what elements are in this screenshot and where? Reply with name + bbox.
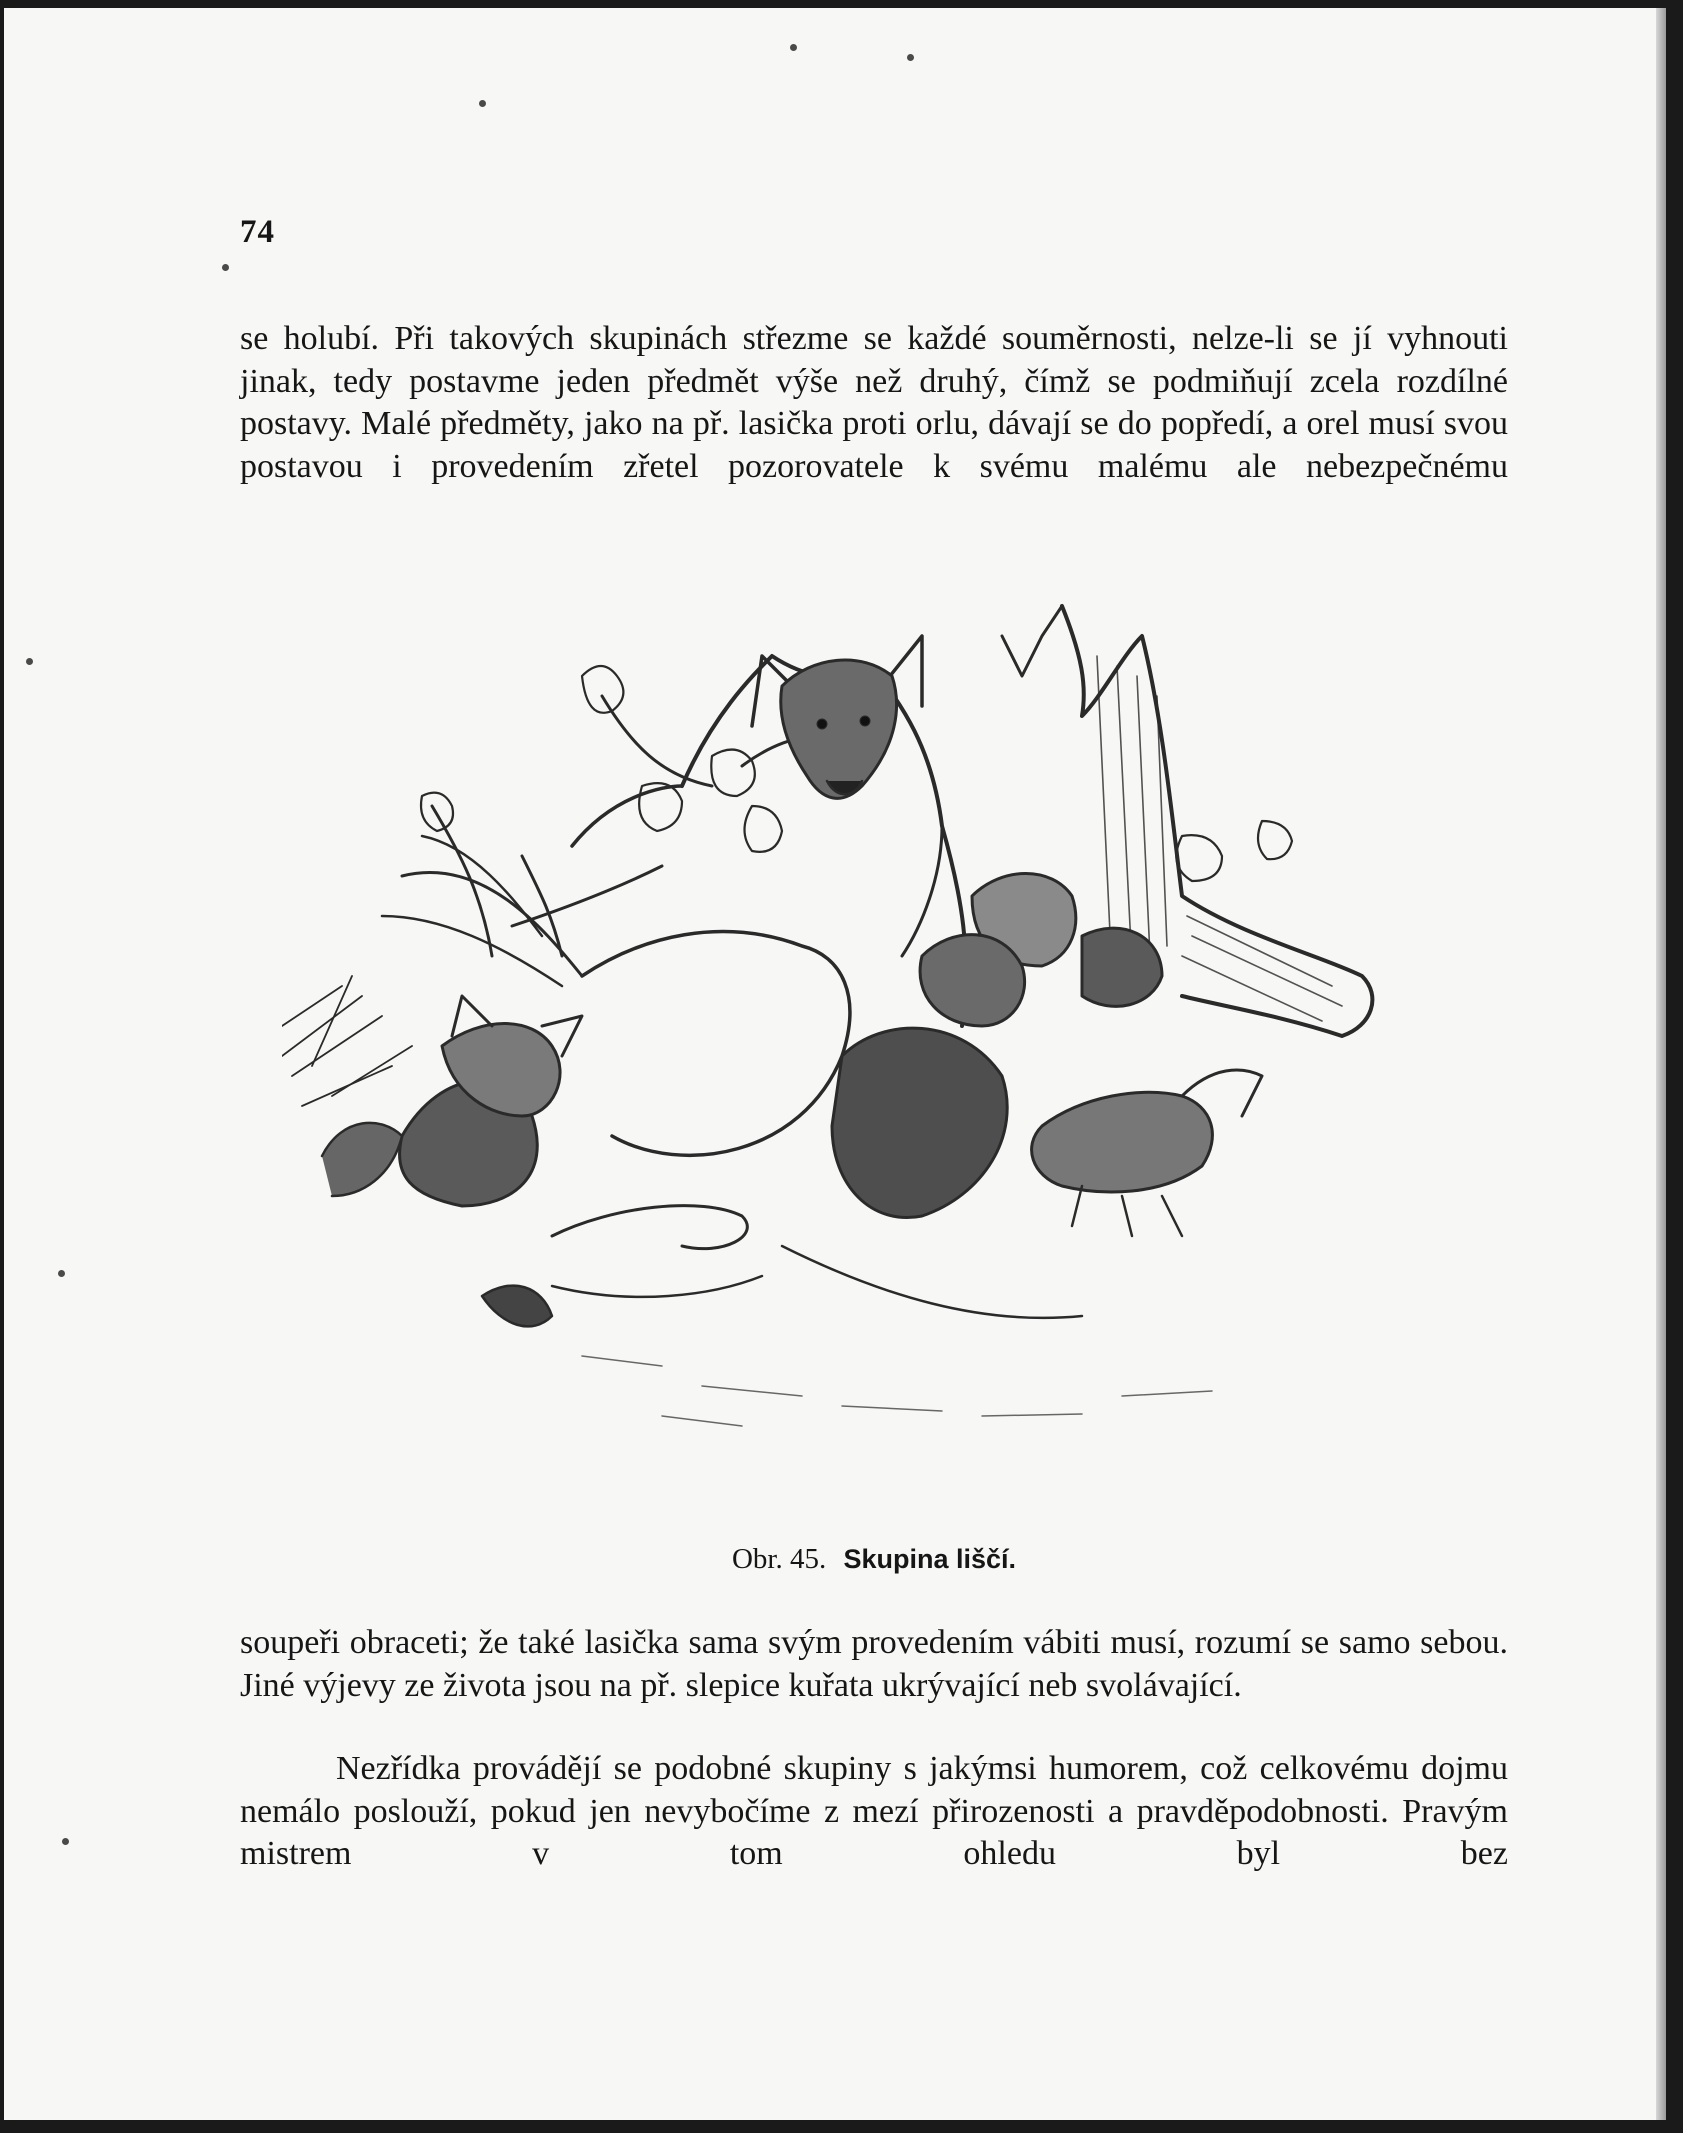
scan-speck xyxy=(790,44,797,51)
book-page xyxy=(4,8,1666,2120)
figure-caption-title: Skupina liščí. xyxy=(843,1544,1017,1574)
scan-speck xyxy=(62,1838,69,1845)
figure-illustration xyxy=(282,596,1472,1516)
page-number: 74 xyxy=(240,214,275,250)
scan-speck xyxy=(222,264,229,271)
page-edge-shadow xyxy=(1656,8,1666,2120)
paragraph-1: se holubí. Při takových skupinách střezme se každé souměrnosti, nelze-li se jí vyhnouti jinak, tedy postavme jeden předmět výše než druhý, čímž se podmiňují zcela rozdílné postavy. Malé předměty, jako na př. lasička proti orlu, dávají se do popředí, a orel musí svou postavou i provedením zřetel pozorovatele k svému malému ale nebezpečnému xyxy=(240,320,1508,485)
scan-speck xyxy=(479,100,486,107)
scan-speck xyxy=(26,658,33,665)
paragraph-2: soupeři obraceti; že také lasička sama svým provedením vábiti musí, rozumí se samo sebou. Jiné výjevy ze života jsou na př. slepice kuřata ukrývající neb svolávající. xyxy=(240,1624,1508,1704)
scan-speck xyxy=(58,1270,65,1277)
paragraph-3: Nezřídka provádějí se podobné skupiny s jakýmsi humorem, což celkovému dojmu nemálo poslouží, pokud jen nevybočíme z mezí přirozenosti a pravděpodobnosti. Pravým mistrem v tom ohledu byl bez xyxy=(240,1750,1508,1872)
fox-family-engraving xyxy=(282,596,1472,1516)
scan-speck xyxy=(907,54,914,61)
figure-caption-label: Obr. 45. xyxy=(731,1543,827,1575)
figure-caption xyxy=(240,1543,1508,1576)
